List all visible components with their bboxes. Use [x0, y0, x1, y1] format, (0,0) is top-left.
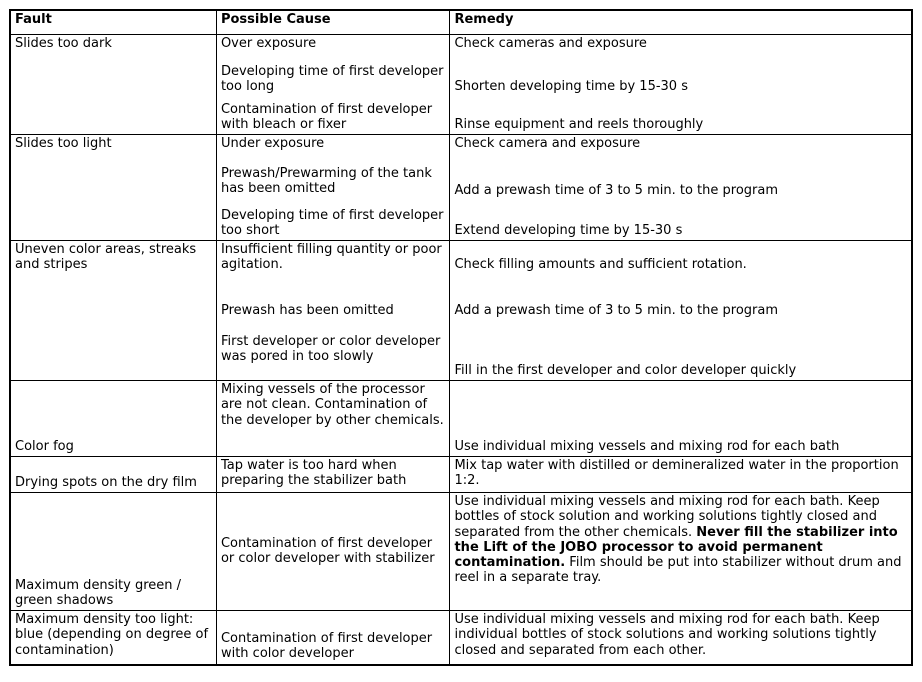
remedy-text: Use individual mixing vessels and mixing rod for each bath	[454, 438, 840, 454]
cause-cell: Contamination of first developer with bleach or fixer	[216, 101, 450, 135]
remedy-cell	[450, 165, 912, 201]
table-row	[10, 381, 912, 457]
fault-cell: Slides too light	[10, 135, 216, 241]
remedy-cell	[450, 611, 912, 665]
cause-cell: Contamination of first developer with color developer	[216, 611, 450, 665]
remedy-cell-spacer	[450, 321, 912, 333]
remedy-cell	[450, 35, 912, 59]
remedy-cell	[450, 333, 912, 381]
header-row	[10, 10, 912, 35]
cause-cell: Under exposure	[216, 135, 450, 159]
remedy-text: Rinse equipment and reels thoroughly	[454, 116, 704, 132]
remedy-cell	[450, 240, 912, 274]
remedy-text-bold: Never fill the stabilizer into the Lift of the JOBO processor to avoid permanent contamination.	[454, 524, 898, 570]
remedy-cell	[450, 207, 912, 241]
cause-cell: Prewash/Prewarming of the tank has been omitted	[216, 165, 450, 201]
remedy-text: Extend developing time by 15-30 s	[454, 222, 683, 238]
remedy-cell	[450, 381, 912, 457]
cause-cell: First developer or color developer was pored in too slowly	[216, 333, 450, 381]
table-body	[10, 35, 912, 665]
column-header-remedy: Remedy	[450, 10, 912, 35]
remedy-text: Use individual mixing vessels and mixing rod for each bath. Keep individual bottles of stock solutions and working solutions tightly closed and separated from each other.	[454, 612, 880, 658]
remedy-text: Add a prewash time of 3 to 5 min. to the program	[454, 183, 778, 199]
table-row	[10, 493, 912, 611]
column-header-possible-cause: Possible Cause	[216, 10, 450, 35]
remedy-text: Shorten developing time by 15-30 s	[454, 79, 688, 95]
cause-cell-spacer	[216, 274, 450, 302]
fault-cell: Color fog	[10, 381, 216, 457]
remedy-text: Check cameras and exposure	[454, 36, 647, 51]
cause-cell-spacer	[216, 321, 450, 333]
troubleshooting-table	[9, 9, 913, 666]
remedy-text: Film should be put into stabilizer without drum and reel in a separate tray.	[454, 554, 902, 586]
remedy-text: Check camera and exposure	[454, 136, 641, 151]
remedy-text: Add a prewash time of 3 to 5 min. to the program	[454, 303, 778, 319]
cause-cell: Insufficient filling quantity or poor agitation.	[216, 240, 450, 274]
remedy-cell	[450, 135, 912, 159]
remedy-cell	[450, 302, 912, 320]
cause-cell: Mixing vessels of the processor are not clean. Contamination of the developer by other chemicals.	[216, 381, 450, 457]
cause-cell: Prewash has been omitted	[216, 302, 450, 320]
cause-cell: Tap water is too hard when preparing the stabilizer bath	[216, 457, 450, 493]
table-row	[10, 35, 912, 59]
remedy-text: Check filling amounts and sufficient rotation.	[454, 257, 747, 273]
table-row	[10, 457, 912, 493]
cause-cell: Over exposure	[216, 35, 450, 59]
remedy-text: Fill in the first developer and color developer quickly	[454, 362, 797, 378]
column-header-fault: Fault	[10, 10, 216, 35]
table-row	[10, 240, 912, 274]
cause-cell: Developing time of first developer too short	[216, 207, 450, 241]
remedy-cell	[450, 493, 912, 611]
remedy-cell	[450, 63, 912, 97]
remedy-text: Mix tap water with distilled or demineralized water in the proportion 1:2.	[454, 458, 899, 489]
cause-cell: Developing time of first developer too long	[216, 63, 450, 97]
remedy-cell-spacer	[450, 274, 912, 302]
remedy-cell	[450, 101, 912, 135]
fault-cell: Maximum density too light: blue (depending on degree of contamination)	[10, 611, 216, 665]
table-row	[10, 135, 912, 159]
cause-cell: Contamination of first developer or color developer with stabilizer	[216, 493, 450, 611]
fault-cell: Uneven color areas, streaks and stripes	[10, 240, 216, 380]
remedy-cell	[450, 457, 912, 493]
table-row	[10, 611, 912, 665]
fault-cell: Slides too dark	[10, 35, 216, 135]
table-header	[10, 10, 912, 35]
fault-cell: Drying spots on the dry film	[10, 457, 216, 493]
remedy-text: Use individual mixing vessels and mixing rod for each bath. Keep bottles of stock solution and working solutions tightly closed and separated from the other chemicals.	[454, 494, 880, 540]
fault-cell: Maximum density green / green shadows	[10, 493, 216, 611]
